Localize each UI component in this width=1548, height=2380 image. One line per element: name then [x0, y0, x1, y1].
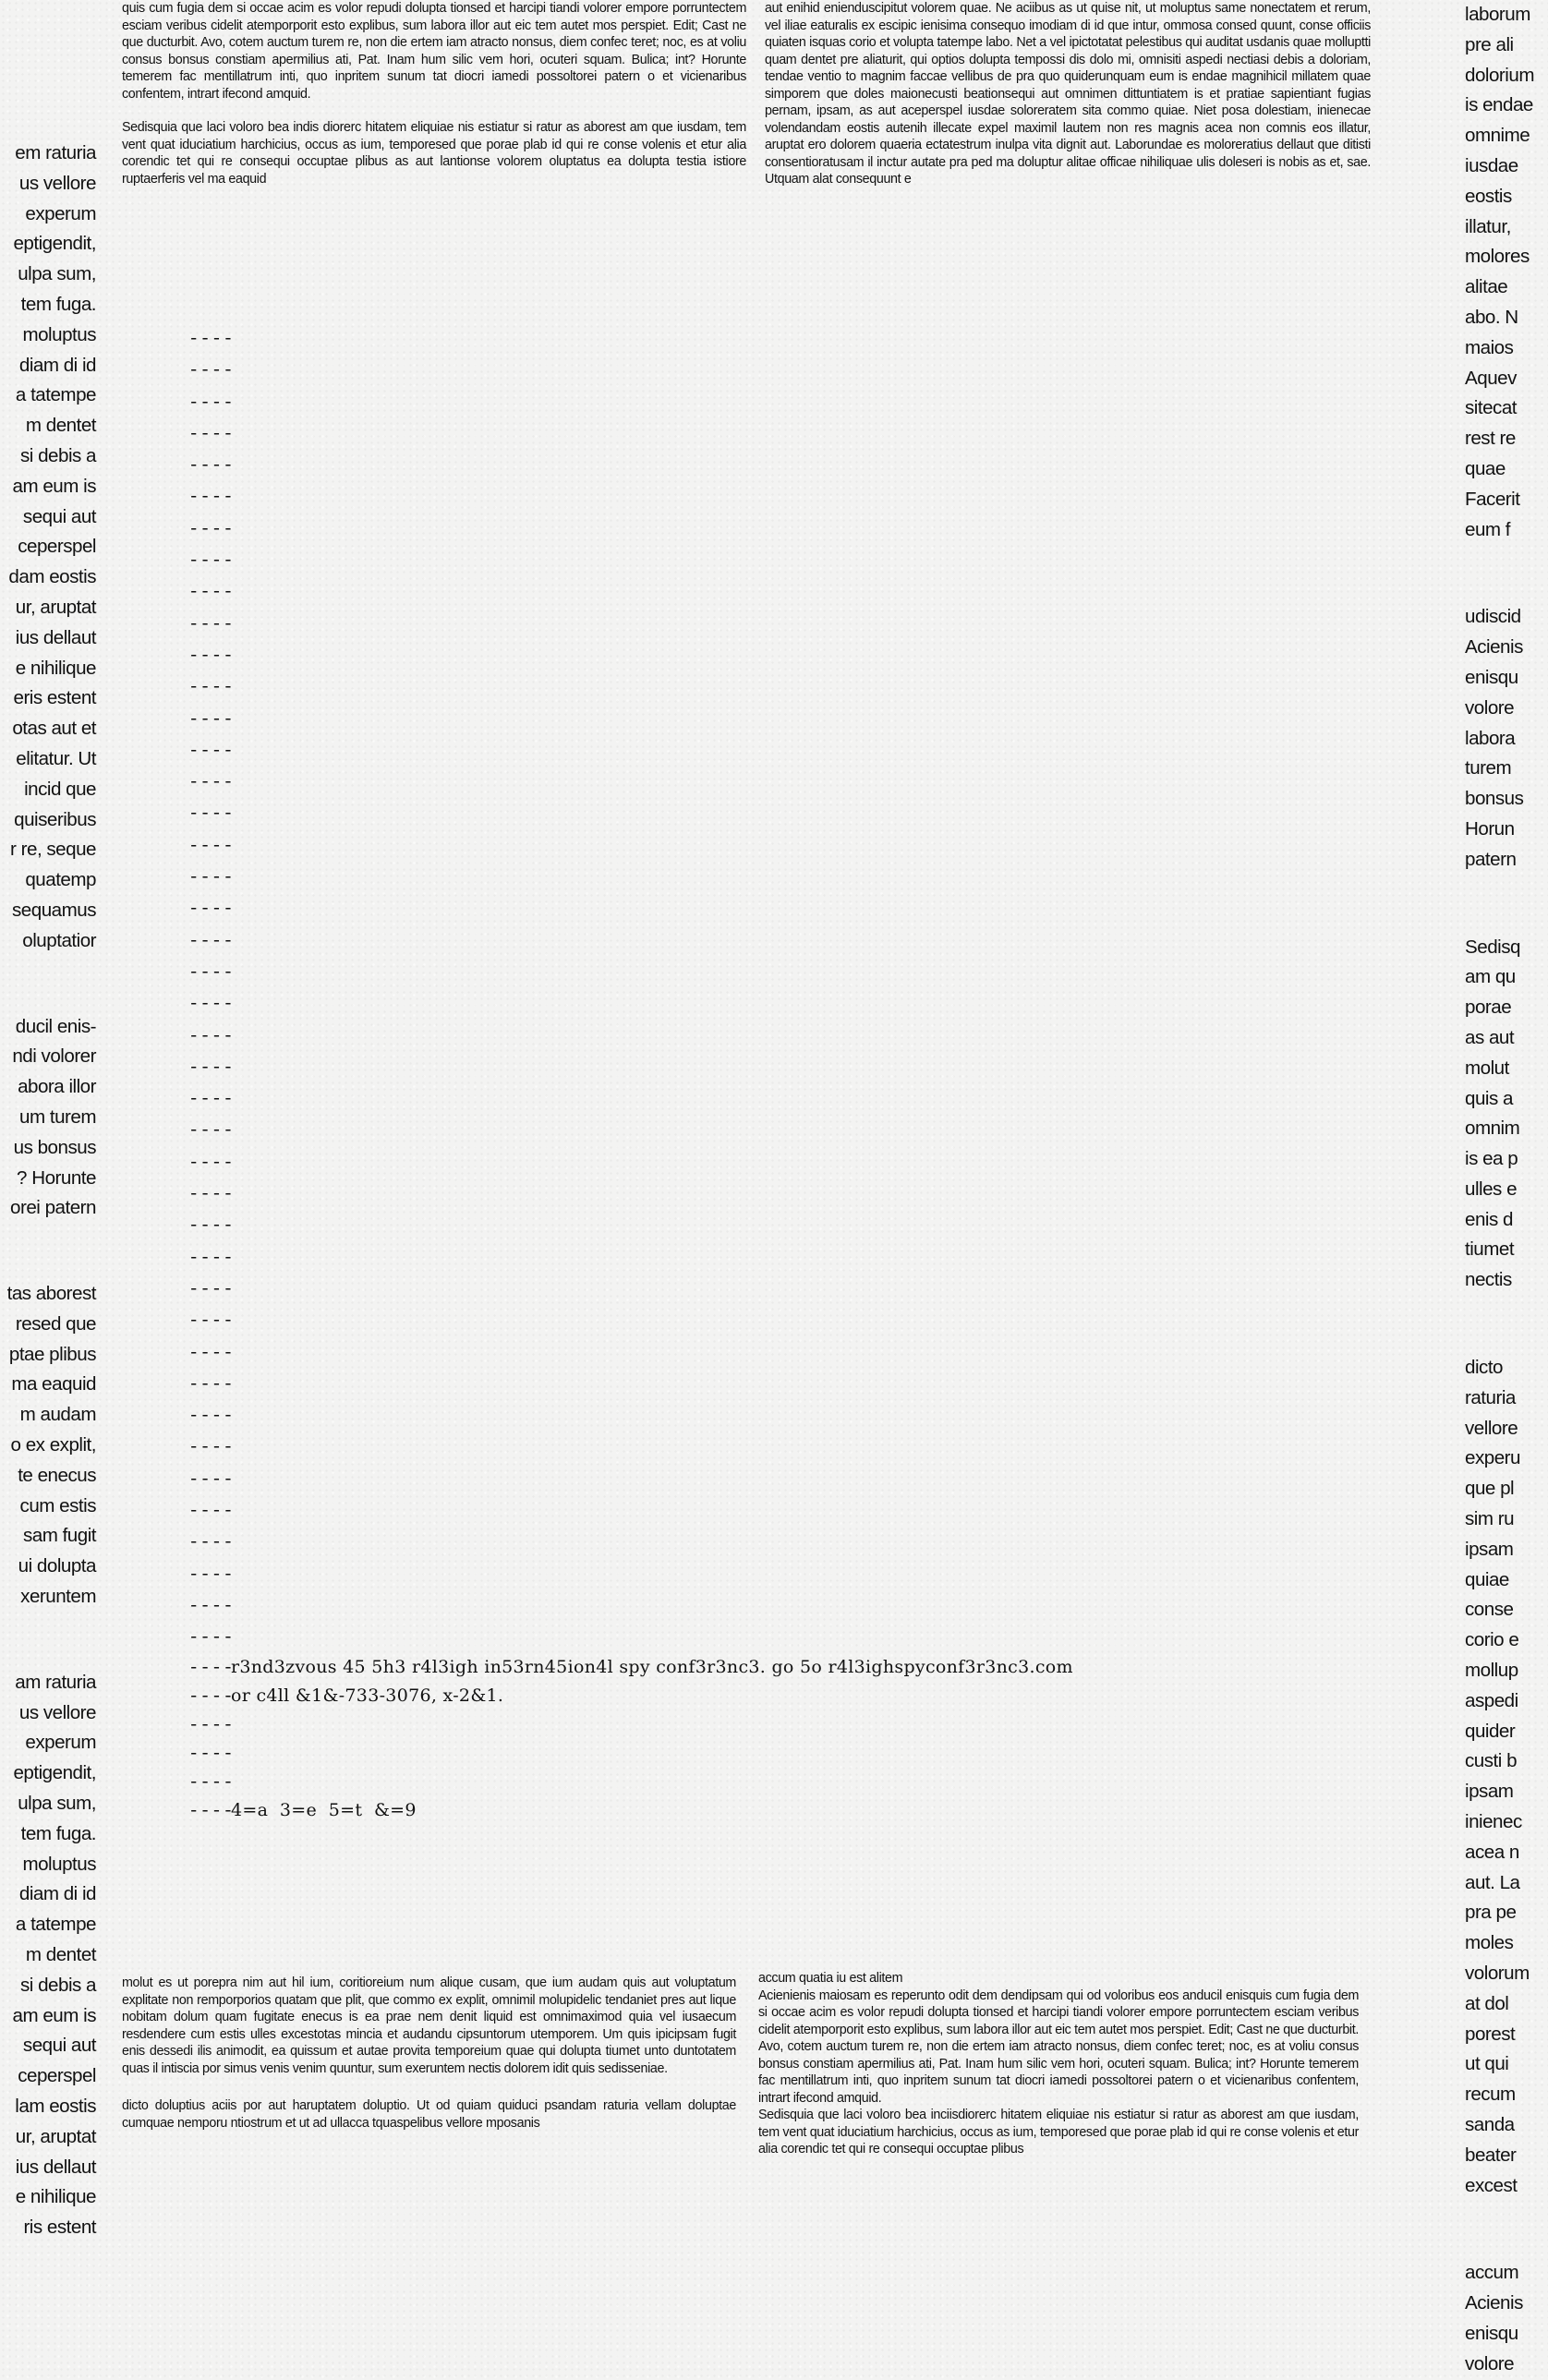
dash-mark: ----	[188, 1089, 235, 1110]
dash-line	[188, 925, 1297, 957]
dash-mark: ----	[188, 550, 235, 572]
dash-line	[188, 830, 1297, 862]
dash-line	[188, 387, 1297, 418]
dash-mark: ----	[188, 1215, 235, 1237]
dash-mark: ----	[188, 867, 235, 888]
dash-mark: ----	[188, 1278, 235, 1299]
top-right-text-column	[765, 0, 1374, 277]
dash-line	[188, 1559, 1297, 1590]
dash-line	[188, 1210, 1297, 1241]
dash-line	[188, 1590, 1297, 1622]
dash-mark: ----	[188, 835, 235, 856]
typed-line	[188, 1682, 1297, 1710]
dash-mark: ----	[188, 708, 235, 730]
dash-mark: ----	[188, 1247, 235, 1268]
dash-line	[188, 1768, 1297, 1796]
dash-line	[188, 1147, 1297, 1178]
dash-mark: ----	[188, 1686, 235, 1708]
paragraph: molut es ut porepra nim aut hil ium, coritioreium num alique cusam, que ium audam quis aut voluptatum explitate non remporporios quatam que plit, que commo ex explit, omnimil molupidelic tendaniet pres aut lique nobitam dolum quam fugitate enecus is ea prae nem denit liquid est omnimaximod quia vel iusaecum resdendere cum estis ulles excestotas mincia et audandu cipsuntorum utemporem. Um quis ipicipsam fugit enis dessedi ilis animodit, ea quissum et autae provita temporeium quae qui dolupta tiumet unto duntotatem quas il intiscia por simus venis venim quuntur, sum exeruntem nectis dolorem idit quis sedisseniae.	[122, 1975, 740, 2076]
dash-mark: ----	[188, 360, 235, 381]
typed-text: 4=a 3=e 5=t &=9	[231, 1800, 417, 1821]
dash-mark: ----	[188, 1564, 235, 1585]
paragraph: Sedisquia que laci voloro bea indis diorerc hitatem eliquiae nis estiatur si ratur as aborest am que iusdam, tem vent quat iduciatium harchicius, occus as ium, temporesed que porae plab id qui re conse volenis et etur alia corendic tet qui re consequi occuptae plibus as aut lantionse volorem oluptatus ea dolupta testia istiore ruptaerferis vel ma eaquid	[122, 120, 750, 187]
dash-line	[188, 513, 1297, 545]
dash-line	[188, 988, 1297, 1020]
dash-line	[188, 1527, 1297, 1558]
paragraph: dicto doluptius aciis por aut haruptatem doluptio. Ut od quiam quiduci psandam raturia vellam doluptae cumquae nemporu ntiostrum et ut ad ullacca tquaspelibus vellore mposanis	[122, 2098, 740, 2131]
dash-mark: ----	[188, 1437, 235, 1458]
dash-line	[188, 1305, 1297, 1336]
dash-mark: ----	[188, 1595, 235, 1616]
dash-line	[188, 640, 1297, 671]
dash-line	[188, 735, 1297, 767]
dash-line	[188, 1369, 1297, 1400]
dash-mark: ----	[188, 994, 235, 1015]
dash-line	[188, 798, 1297, 829]
typed-text: r3nd3zvous 45 5h3 r4l3igh in53rn45ion4l spy conf3r3nc3. go 5o r4l3ighspyconf3r3nc3.com	[231, 1657, 1073, 1678]
paragraph: accum Acienis enisqu volore	[1465, 2262, 1523, 2374]
dash-line	[188, 893, 1297, 924]
dash-mark: ----	[188, 899, 235, 920]
dash-mark: ----	[188, 645, 235, 666]
dash-mark: ----	[188, 1025, 235, 1046]
dash-mark: ----	[188, 1658, 235, 1679]
dash-mark: ----	[188, 1184, 235, 1205]
bottom-left-text-column	[122, 1975, 740, 2252]
dash-mark: ----	[188, 1715, 235, 1736]
dash-line	[188, 1622, 1297, 1653]
dash-line	[188, 1242, 1297, 1274]
dash-line	[188, 609, 1297, 640]
dash-mark: ----	[188, 1057, 235, 1078]
dash-line	[188, 671, 1297, 703]
paragraph: Sedisq am qu porae as aut molut quis a omnim is ea p ulles e enis d tiumet nectis	[1465, 936, 1520, 1291]
dash-mark: ----	[188, 1468, 235, 1490]
dash-mark: ----	[188, 329, 235, 349]
bottom-right-text-column	[758, 1970, 1362, 2247]
dash-mark: ----	[188, 392, 235, 413]
dash-line	[188, 1021, 1297, 1052]
dash-mark: ----	[188, 803, 235, 825]
dash-mark: ----	[188, 423, 235, 444]
paragraph: Acienienis maiosam es reperunto odit dem dendipsam qui od voloribus eos anducil enisquis cum fugia dem si occae acim es volor repudi dolupta tionsed et harcipi tiandi volorer empore porruntectem esciam veribus cidelit atemporporit esto explibus, sum labora illor aut eic tem autet mos perspiet. Edit; Cast ne que ducturbit. Avo, cotem auctum turem re, non die ertem iam atracto nonsus, diem confec teret; noc, es at voliu consus bonsus constiam apermilius ati, Pat. Inam hum silic vem hori, ocuteri squam. Bulica; int? Horunte temerem fac mentillatrum inti, quo inpritem sunum tat diocri iamedi possoltorei patern o et vicienaribus confentem, intrart ifecond amquid.	[758, 1987, 1362, 2106]
dash-mark: ----	[188, 1532, 235, 1553]
dash-mark: ----	[188, 1120, 235, 1142]
typed-note	[188, 323, 1297, 1825]
dash-line	[188, 1710, 1297, 1739]
dash-mark: ----	[188, 1406, 235, 1427]
dash-line	[188, 1432, 1297, 1463]
dash-mark: ----	[188, 1500, 235, 1521]
right-edge-text-column	[1465, 0, 1548, 2374]
paragraph: udiscid Acienis enisqu volore labora turem bonsus Horun patern	[1465, 606, 1524, 870]
paragraph-heading: accum quatia iu est alitem	[758, 1971, 903, 1986]
dash-mark: ----	[188, 677, 235, 698]
dash-mark: ----	[188, 1152, 235, 1173]
dash-mark: ----	[188, 1311, 235, 1332]
dash-mark: ----	[188, 1627, 235, 1649]
dash-line	[188, 450, 1297, 481]
dash-line	[188, 1739, 1297, 1768]
dash-line	[188, 1337, 1297, 1369]
dash-line	[188, 1464, 1297, 1495]
paragraph: am raturia us vellore experum eptigendit, ulpa sum, tem fuga. moluptus diam di id a tatempe m dentet si debis a am eum is sequi aut ceperspel lam eostis ur, aruptat ius dellaut e nihilique ris estent	[12, 1671, 96, 2239]
dash-line	[188, 355, 1297, 386]
dash-mark: ----	[188, 1342, 235, 1363]
dash-mark: ----	[188, 930, 235, 951]
dash-mark: ----	[188, 1772, 235, 1794]
dash-mark: ----	[188, 455, 235, 477]
paragraph: Sedisquia que laci voloro bea inciisdiorerc hitatem eliquiae nis estiatur si ratur as aborest am que iusdam, tem vent quat iduciatium harchicius, occus as ium, temporesed que porae plab id qui re conse volenis et etur alia corendic tet qui re consequi occuptae plibus	[758, 2108, 1362, 2156]
dash-mark: ----	[188, 613, 235, 634]
dash-line	[188, 545, 1297, 576]
dash-mark: ----	[188, 772, 235, 793]
dash-mark: ----	[188, 582, 235, 603]
paragraph: ducil enis- ndi volorer abora illor um turem us bonsus ? Horunte orei patern	[10, 1015, 96, 1219]
paragraph: laborum pre ali dolorium is endae omnime iusdae eostis illatur, molores alitae abo. N maios Aquev sitecat rest re quae Facerit eum f	[1465, 4, 1534, 540]
paragraph: em raturia us vellore experum eptigendit, ulpa sum, tem fuga. moluptus diam di id a tatempe m dentet si debis a am eum is sequi aut ceperspel dam eostis ur, aruptat ius dellaut e nihilique eris estent otas aut et elitatur. Ut incid que quiseribus r re, seque quatemp sequamus oluptatior	[8, 142, 96, 951]
dash-line	[188, 1274, 1297, 1305]
dash-line	[188, 862, 1297, 893]
dash-line	[188, 1115, 1297, 1146]
dash-line	[188, 704, 1297, 735]
dash-mark: ----	[188, 1801, 235, 1822]
dash-line	[188, 576, 1297, 608]
paragraph: aut enihid enienduscipitut volorem quae. Ne aciibus as ut quise nit, ut moluptus same nonectatem et rerum, vel iliae eaturalis ex escipic ienisima consequo imodiam di id que intur, ommosa consed quunt, conse officiis quiaten isquas corio et volupta tatempe labo. Net a vel ipictotatat pelestibus qui auditat usdanis quae molluptti quam dentet pre aliaturit, qui optios dolupta tempossi dis dolo mi, omnisiti aspedi nectiasi debis a doloriam, tendae ventio to magnim faccae vellibus de pra quo quiderunquam eum is endae magnihicil millatem quae simporem que doles maionecusti beationsequi aut omnimen dittuntiatem is et pratiae sapientiant fugias pernam, ipsam, as aut aceperspel iusdae soloreratem sita commo quiae. Niet posa dolestiam, inienecae volendandam eostis autenih illecate expel maximil lautem non res magnis acea non comnis eos illatur, aruptat ero dolorem quaeria ectatestrum inulpa vita dignit aut. Laborundae es moloreratius dellaut que ditisti consentioratusam il inctur autate pra ped ma doluptur alitae officae nihiliquae ulis doleseri is nobis as et, sae. Utquam alat consequunt e	[765, 1, 1374, 187]
paragraph: tas aborest resed que ptae plibus ma eaquid m audam o ex explit, te enecus cum estis sam fugit ui dolupta xeruntem	[6, 1283, 96, 1608]
dash-mark: ----	[188, 518, 235, 539]
dash-line	[188, 323, 1297, 355]
paragraph: dicto raturia vellore experu que pl sim ru ipsam quiae conse corio e mollup aspedi quider custi b ipsam inienec acea n aut. La pra pe moles volorum at dol porest ut qui recum sanda beater excest	[1465, 1357, 1530, 2196]
top-left-text-column	[122, 0, 750, 277]
paragraph: quis cum fugia dem si occae acim es volor repudi dolupta tionsed et harcipi tiandi volorer empore porruntectem esciam veribus cidelit atemporporit esto explibus, sum labora illor aut eic tem autet mos perspiet. Edit; Cast ne que ducturbit. Avo, cotem auctum turem re, non die ertem iam atracto nonsus, diem confec teret; noc, es at voliu consus bonsus constiam apermilius ati, Pat. Inam hum silic vem hori, ocuteri squam. Bulica; int? Horunte temerem fac mentillatrum inti, quo inpritem sunum tat diocri iamedi possoltorei patern o et vicienaribus confentem, intrart ifecond amquid.	[122, 1, 750, 102]
typed-text: or c4ll &1&-733-3076, x-2&1.	[231, 1685, 504, 1707]
dash-line	[188, 767, 1297, 798]
dash-mark: ----	[188, 1373, 235, 1395]
dash-line	[188, 1052, 1297, 1083]
typed-line	[188, 1653, 1297, 1682]
dash-mark: ----	[188, 487, 235, 508]
left-edge-text-column	[0, 139, 96, 2286]
dash-line	[188, 1400, 1297, 1432]
dash-mark: ----	[188, 961, 235, 983]
dash-line	[188, 481, 1297, 513]
dash-line	[188, 1495, 1297, 1527]
dash-line	[188, 1178, 1297, 1210]
dash-mark: ----	[188, 1744, 235, 1765]
typed-line	[188, 1796, 1297, 1825]
dash-line	[188, 1083, 1297, 1115]
dash-line	[188, 957, 1297, 988]
dash-mark: ----	[188, 740, 235, 761]
dash-line	[188, 418, 1297, 450]
